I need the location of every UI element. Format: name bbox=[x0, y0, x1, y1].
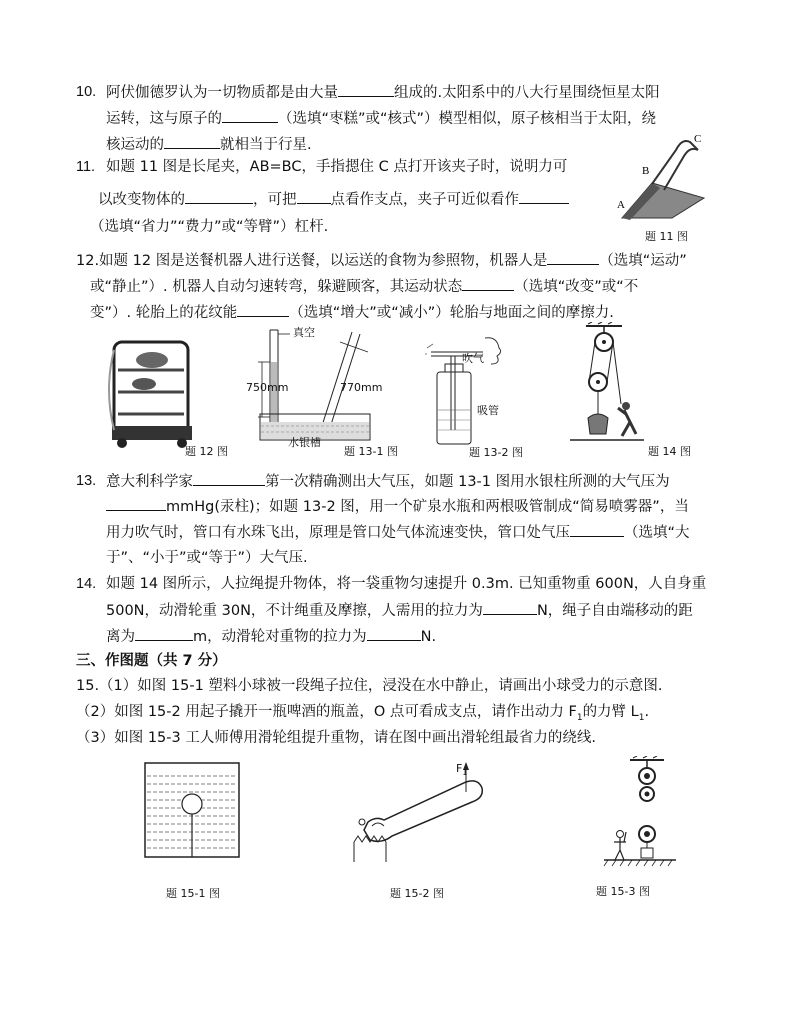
q12-blank3[interactable] bbox=[237, 302, 289, 317]
ball-in-water-figure bbox=[144, 762, 240, 858]
q11-text: ，可把 bbox=[253, 192, 297, 208]
q11-number: 11. bbox=[76, 159, 96, 175]
q10-number: 10. bbox=[76, 84, 97, 100]
q15-part3: （3）如图 15-3 工人师傅用滑轮组提升重物，请在图中画出滑轮组最省力的绕线. bbox=[76, 730, 596, 746]
q13-line3 bbox=[106, 522, 690, 543]
q12-text: 12.如题 12 图是送餐机器人进行送餐，以运送的食物为参照物，机器人是 bbox=[76, 253, 548, 269]
sprayer-figure bbox=[425, 330, 515, 452]
q14-text: 500N，动滑轮重 30N，不计绳重及摩擦，人需用的拉力为 bbox=[106, 603, 483, 619]
q13-text: 第一次精确测出大气压，如题 13-1 图用水银柱所测的大气压为 bbox=[265, 474, 670, 490]
q14-text: N，绳子自由端移动的距 bbox=[536, 603, 693, 619]
f1-subscript: 1 bbox=[462, 768, 468, 778]
mercury-trough-label: 水银槽 bbox=[288, 436, 321, 449]
q13-line4: 于”、“小于”或“等于”）大气压. bbox=[106, 550, 308, 566]
q13-text: mmHg(汞柱)；如题 13-2 图，用一个矿泉水瓶和两根吸管制成“简易喷雾器”，当 bbox=[166, 499, 689, 515]
q14-blank3[interactable] bbox=[367, 626, 421, 641]
q10-text: 阿伏伽德罗认为一切物质都是由大量 bbox=[106, 85, 338, 101]
q14-text: 离为 bbox=[106, 629, 135, 645]
q10-text: 核运动的 bbox=[106, 137, 164, 153]
q10-blank3[interactable] bbox=[164, 134, 220, 149]
q15-text: . bbox=[644, 704, 650, 720]
q15-text: 的力臂 L bbox=[582, 704, 639, 720]
blow-label: 吹气 bbox=[462, 352, 484, 365]
q12-blank2[interactable] bbox=[462, 276, 514, 291]
q12-text: （选填“运动” bbox=[599, 253, 687, 269]
height-750-label: 750mm bbox=[246, 381, 289, 394]
q13-text: 用力吹气时，管口有水珠飞出，原理是管口处气体流速变快，管口处气压 bbox=[106, 525, 570, 541]
fig15-2-caption: 题 15-2 图 bbox=[390, 887, 444, 900]
q10-blank1[interactable] bbox=[338, 82, 394, 97]
q13-line1 bbox=[106, 471, 670, 492]
f1-letter: F bbox=[456, 762, 463, 775]
q12-text: （选填“增大”或“减小”）轮胎与地面之间的摩擦力. bbox=[289, 305, 614, 321]
q10-text: （选填“枣糕”或“核式”）模型相似，原子核相当于太阳，绕 bbox=[278, 111, 657, 127]
q14-text: m，动滑轮对重物的拉力为 bbox=[193, 629, 367, 645]
q13-text: （选填“大 bbox=[624, 525, 690, 541]
q11-blank1[interactable] bbox=[185, 189, 253, 204]
section-title: 三、作图题（共 7 分） bbox=[76, 653, 227, 669]
q14-blank2[interactable] bbox=[135, 626, 193, 641]
subscript: 1 bbox=[638, 712, 645, 723]
q13-text: 意大利科学家 bbox=[106, 474, 193, 490]
height-770-label: 770mm bbox=[340, 381, 383, 394]
q10-line1 bbox=[106, 82, 660, 103]
q14-blank1[interactable] bbox=[483, 600, 537, 615]
q11-line2 bbox=[98, 189, 569, 210]
q11-text: 点看作支点，夹子可近似看作 bbox=[330, 192, 519, 208]
q15-text: （2）如图 15-2 用起子撬开一瓶啤酒的瓶盖，O 点可看成支点，请作出动力 F bbox=[76, 704, 577, 720]
fig11-caption: 题 11 图 bbox=[645, 230, 688, 243]
q13-number: 13. bbox=[76, 473, 97, 489]
fig15-3-caption: 题 15-3 图 bbox=[596, 885, 650, 898]
q10-blank2[interactable] bbox=[222, 108, 278, 123]
q13-blank3[interactable] bbox=[570, 522, 624, 537]
q12-text: （选填“改变”或“不 bbox=[514, 279, 639, 295]
label-b: B bbox=[642, 165, 650, 177]
q10-text: 运转，这与原子的 bbox=[106, 111, 222, 127]
fig15-1-caption: 题 15-1 图 bbox=[166, 887, 220, 900]
q14-number: 14. bbox=[76, 576, 97, 592]
q12-blank1[interactable] bbox=[547, 250, 599, 265]
q15-part1: 15.（1）如图 15-1 塑料小球被一段绳子拉住，浸没在水中静止，请画出小球受力的示意图. bbox=[76, 678, 663, 694]
q12-line3 bbox=[90, 302, 614, 323]
fig14-caption: 题 14 图 bbox=[648, 445, 691, 458]
q12-line2 bbox=[90, 276, 638, 297]
q14-text: N. bbox=[420, 629, 437, 645]
q13-line2 bbox=[106, 496, 689, 517]
binder-clip-figure bbox=[612, 128, 712, 228]
q12-text: 变”）. 轮胎上的花纹能 bbox=[90, 305, 238, 321]
fig13-1-caption: 题 13-1 图 bbox=[344, 445, 398, 458]
q13-blank2[interactable] bbox=[106, 496, 166, 511]
q11-line1: 如题 11 图是长尾夹，AB=BC，手指摁住 C 点打开该夹子时，说明力可 bbox=[106, 159, 568, 175]
q15-part2 bbox=[76, 702, 649, 728]
q11-line3: （选填“省力”“费力”或“等臂”）杠杆. bbox=[90, 219, 329, 235]
q12-line1 bbox=[76, 250, 687, 271]
f1-label bbox=[456, 762, 467, 780]
label-c: C bbox=[694, 133, 702, 145]
q14-line2 bbox=[106, 600, 693, 621]
q11-blank3[interactable] bbox=[519, 189, 569, 204]
fig13-2-caption: 题 13-2 图 bbox=[469, 446, 523, 459]
q13-blank1[interactable] bbox=[193, 471, 265, 486]
label-a: A bbox=[617, 199, 625, 211]
subscript: 1 bbox=[576, 712, 583, 723]
fig12-caption: 题 12 图 bbox=[185, 445, 228, 458]
q11-text: 以改变物体的 bbox=[98, 192, 185, 208]
q11-blank2[interactable] bbox=[297, 189, 331, 204]
pulley-system-figure bbox=[600, 756, 680, 872]
q14-line1: 如题 14 图所示，人拉绳提升物体，将一袋重物匀速提升 0.3m. 已知重物重 600N，人自身重 bbox=[106, 576, 707, 592]
straw-label: 吸管 bbox=[477, 404, 499, 417]
q10-line2 bbox=[106, 108, 656, 129]
q14-line3 bbox=[106, 626, 436, 647]
q10-text: 组成的.太阳系中的八大行星围绕恒星太阳 bbox=[394, 85, 660, 101]
vacuum-label: 真空 bbox=[293, 326, 315, 339]
delivery-robot-figure bbox=[104, 330, 200, 450]
q12-text: 或“静止”）. 机器人自动匀速转弯，躲避顾客，其运动状态 bbox=[90, 279, 463, 295]
pulley-person-figure bbox=[566, 322, 646, 452]
q10-line3 bbox=[106, 134, 312, 155]
q10-text: 就相当于行星. bbox=[220, 137, 312, 153]
